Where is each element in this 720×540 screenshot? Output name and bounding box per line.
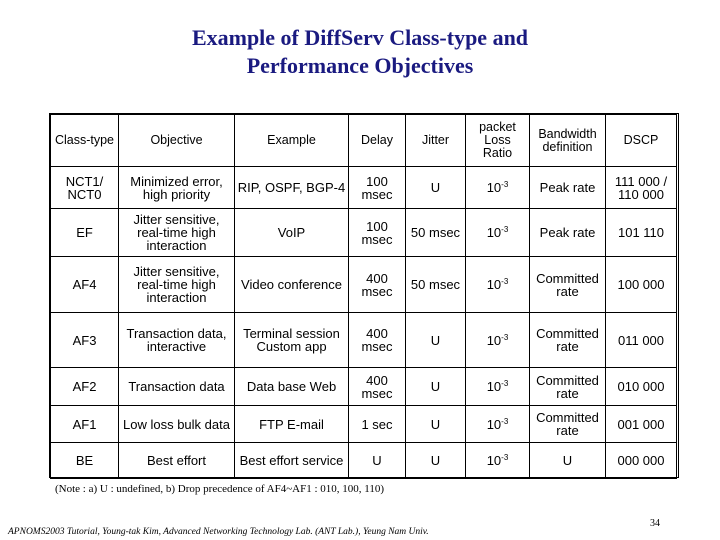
cell-dscp: 100 000 (606, 257, 677, 313)
header-objective: Objective (119, 115, 235, 167)
table-row (51, 443, 677, 479)
cell-dscp: 111 000 / 110 000 (606, 167, 677, 209)
cell-loss-ratio (466, 313, 530, 368)
cell-delay: 400 msec (349, 257, 406, 313)
table-row (51, 257, 677, 313)
cell-dscp: 001 000 (606, 406, 677, 443)
slide-title (0, 24, 720, 80)
cell-dscp: 011 000 (606, 313, 677, 368)
cell-class-type: AF1 (51, 406, 119, 443)
loss-exponent: -3 (501, 180, 509, 189)
title-line-1: Example of DiffServ Class-type and (191, 25, 529, 50)
loss-exponent: -3 (501, 416, 509, 426)
cell-jitter: 50 msec (406, 257, 466, 313)
cell-example: VoIP (235, 209, 349, 257)
cell-bandwidth: U (530, 443, 606, 479)
cell-objective: Jitter sensitive, real-time high interaction (119, 209, 235, 257)
page-number: 34 (650, 518, 660, 529)
cell-objective: Minimized error, high priority (119, 167, 235, 209)
header-delay: Delay (349, 115, 406, 167)
cell-objective: Transaction data (119, 368, 235, 406)
cell-delay: 400 msec (349, 368, 406, 406)
cell-jitter: U (406, 406, 466, 443)
cell-class-type: AF4 (51, 257, 119, 313)
loss-base: 10 (486, 332, 502, 348)
loss-base: 10 (486, 379, 502, 394)
cell-delay: 100 msec (349, 209, 406, 257)
table-row (51, 209, 677, 257)
cell-dscp: 000 000 (606, 443, 677, 479)
cell-bandwidth: Committed rate (530, 368, 606, 406)
cell-delay: U (349, 443, 406, 479)
cell-bandwidth: Peak rate (530, 167, 606, 209)
table-row (51, 313, 677, 368)
cell-example: Terminal session Custom app (235, 313, 349, 368)
cell-jitter: 50 msec (406, 209, 466, 257)
loss-exponent: -3 (501, 332, 509, 342)
table-row (51, 406, 677, 443)
table-row (51, 368, 677, 406)
table-note: (Note : a) U : undefined, b) Drop precedence of AF4~AF1 : 010, 100, 110) (55, 483, 385, 495)
cell-objective: Best effort (119, 443, 235, 479)
header-example: Example (235, 115, 349, 167)
cell-loss-ratio (466, 167, 530, 209)
table-row (51, 167, 677, 209)
cell-class-type: EF (51, 209, 119, 257)
cell-class-type: AF3 (51, 313, 119, 368)
cell-example: RIP, OSPF, BGP-4 (235, 167, 349, 209)
loss-exponent: -3 (501, 379, 509, 388)
cell-jitter: U (406, 443, 466, 479)
cell-jitter: U (406, 368, 466, 406)
loss-exponent: -3 (501, 225, 509, 234)
cell-bandwidth: Committed rate (530, 313, 606, 368)
loss-base: 10 (486, 453, 502, 468)
cell-jitter: U (406, 313, 466, 368)
cell-objective: Transaction data, interactive (119, 313, 235, 368)
loss-exponent: -3 (501, 277, 509, 286)
header-jitter: Jitter (406, 115, 466, 167)
cell-class-type: NCT1/ NCT0 (51, 167, 119, 209)
cell-bandwidth: Peak rate (530, 209, 606, 257)
cell-example: Video conference (235, 257, 349, 313)
cell-delay: 100 msec (349, 167, 406, 209)
header-bandwidth-definition: Bandwidth definition (530, 115, 606, 167)
cell-loss-ratio (466, 257, 530, 313)
loss-base: 10 (486, 416, 502, 432)
cell-loss-ratio (466, 209, 530, 257)
cell-delay: 1 sec (349, 406, 406, 443)
cell-loss-ratio (466, 368, 530, 406)
classtype-table (50, 114, 677, 479)
loss-base: 10 (486, 277, 502, 292)
cell-dscp: 010 000 (606, 368, 677, 406)
cell-example: FTP E-mail (235, 406, 349, 443)
cell-dscp: 101 110 (606, 209, 677, 257)
cell-delay: 400 msec (349, 313, 406, 368)
cell-loss-ratio (466, 443, 530, 479)
cell-class-type: AF2 (51, 368, 119, 406)
cell-jitter: U (406, 167, 466, 209)
table-header-row (51, 115, 677, 167)
loss-exponent: -3 (501, 453, 509, 462)
cell-bandwidth: Committed rate (530, 257, 606, 313)
cell-loss-ratio (466, 406, 530, 443)
cell-class-type: BE (51, 443, 119, 479)
loss-base: 10 (486, 225, 502, 240)
header-dscp: DSCP (606, 115, 677, 167)
cell-objective: Low loss bulk data (119, 406, 235, 443)
cell-bandwidth: Committed rate (530, 406, 606, 443)
header-packet-loss-ratio: packet Loss Ratio (466, 115, 530, 167)
slide-footer: APNOMS2003 Tutorial, Young-tak Kim, Advanced Networking Technology Lab. (ANT Lab.), Yeung Nam Univ. (8, 527, 429, 537)
cell-example: Data base Web (235, 368, 349, 406)
cell-example: Best effort service (235, 443, 349, 479)
loss-base: 10 (486, 180, 502, 195)
header-class-type: Class-type (51, 115, 119, 167)
cell-objective: Jitter sensitive, real-time high interaction (119, 257, 235, 313)
title-line-2: Performance Objectives (246, 53, 474, 78)
